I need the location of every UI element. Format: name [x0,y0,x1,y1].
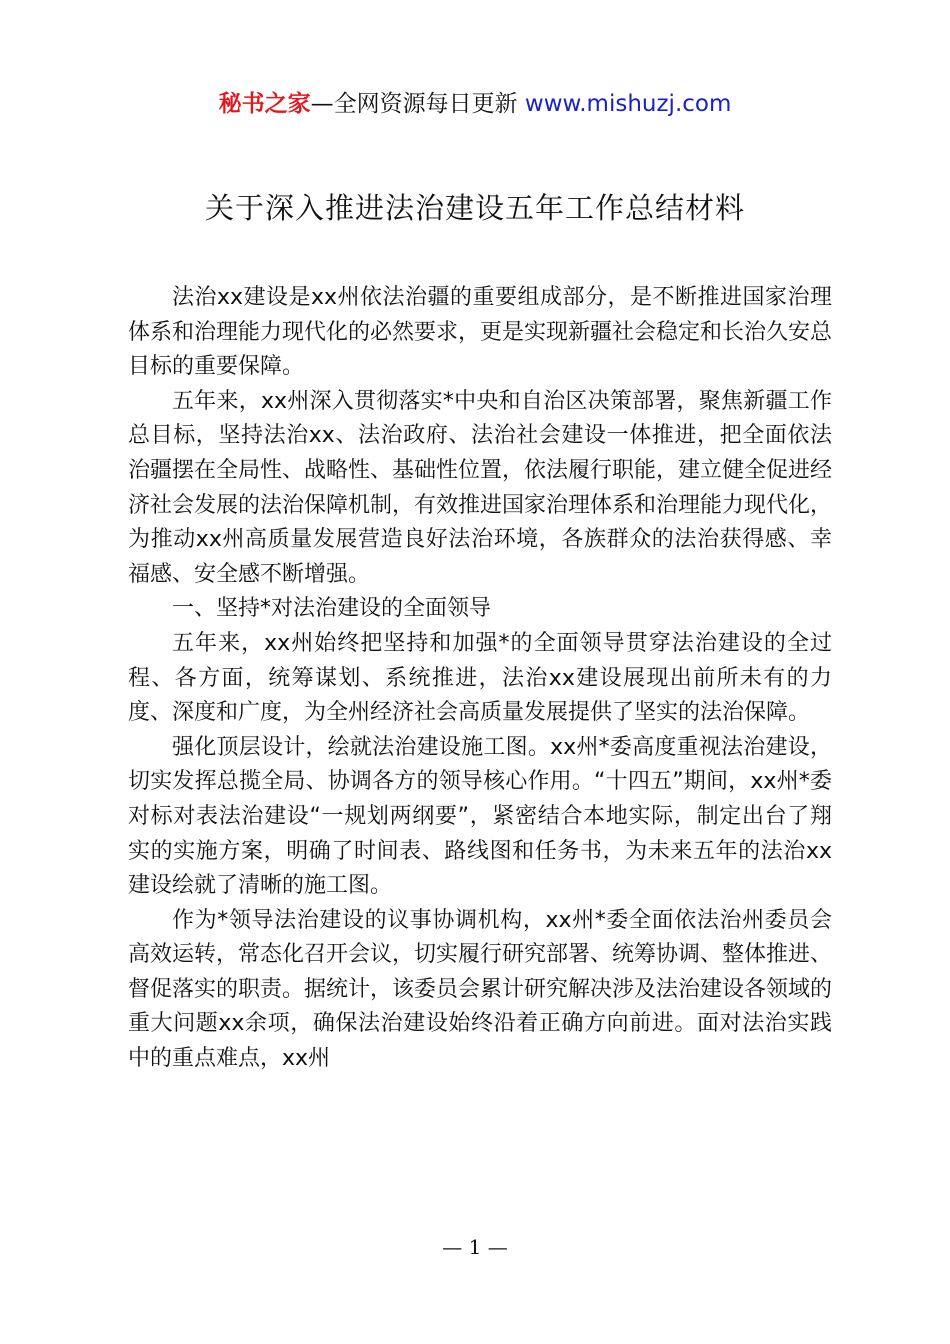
document-body [128,281,832,1077]
body-paragraph: 强化顶层设计，绘就法治建设施工图。xx州*委高度重视法治建设，切实发挥总揽全局、协调各方的领导核心作用。“十四五”期间，xx州*委对标对表法治建设“一规划两纲要”，紧密结合本地实际，制定出台了翔实的实施方案，明确了时间表、路线图和任务书，为未来五年的法治xx建设绘就了清晰的施工图。 [128,734,832,899]
document-title: 关于深入推进法治建设五年工作总结材料 [204,191,745,225]
body-paragraph: 五年来，xx州深入贯彻落实*中央和自治区决策部署，聚焦新疆工作总目标，坚持法治xx、法治政府、法治社会建设一体推进，把全面依法治疆摆在全局性、战略性、基础性位置，依法履行职能，建立健全促进经济社会发展的法治保障机制，有效推进国家治理体系和治理能力现代化，为推动xx州高质量发展营造良好法治环境，各族群众的法治获得感、幸福感、安全感不断增强。 [128,388,833,587]
site-banner [0,86,950,122]
banner-slogan: —全网资源每日更新 [310,91,525,117]
body-paragraph: 法治xx建设是xx州依法治疆的重要组成部分，是不断推进国家治理体系和治理能力现代化的必然要求，更是实现新疆社会稳定和长治久安总目标的重要保障。 [128,285,833,380]
page-number: — 1 — [442,1235,508,1259]
body-paragraph: 五年来，xx州始终把坚持和加强*的全面领导贯穿法治建设的全过程、各方面，统筹谋划、系统推进，法治xx建设展现出前所未有的力度、深度和广度，为全州经济社会高质量发展提供了坚实的法治保障。 [128,630,832,726]
site-url-link[interactable]: www.mishuzj.com [524,91,732,117]
body-paragraph: 作为*领导法治建设的议事协调机构，xx州*委全面依法治州委员会高效运转，常态化召开会议，切实履行研究部署、统筹协调、整体推进、督促落实的职责。据统计，该委员会累计研究解决涉及法治建设各领域的重大问题xx余项，确保法治建设始终沿着正确方向前进。面对法治实践中的重点难点，xx州 [128,907,833,1072]
brand-name: 秘书之家 [218,91,311,117]
section-heading: 一、坚持*对法治建设的全面领导 [172,596,492,622]
